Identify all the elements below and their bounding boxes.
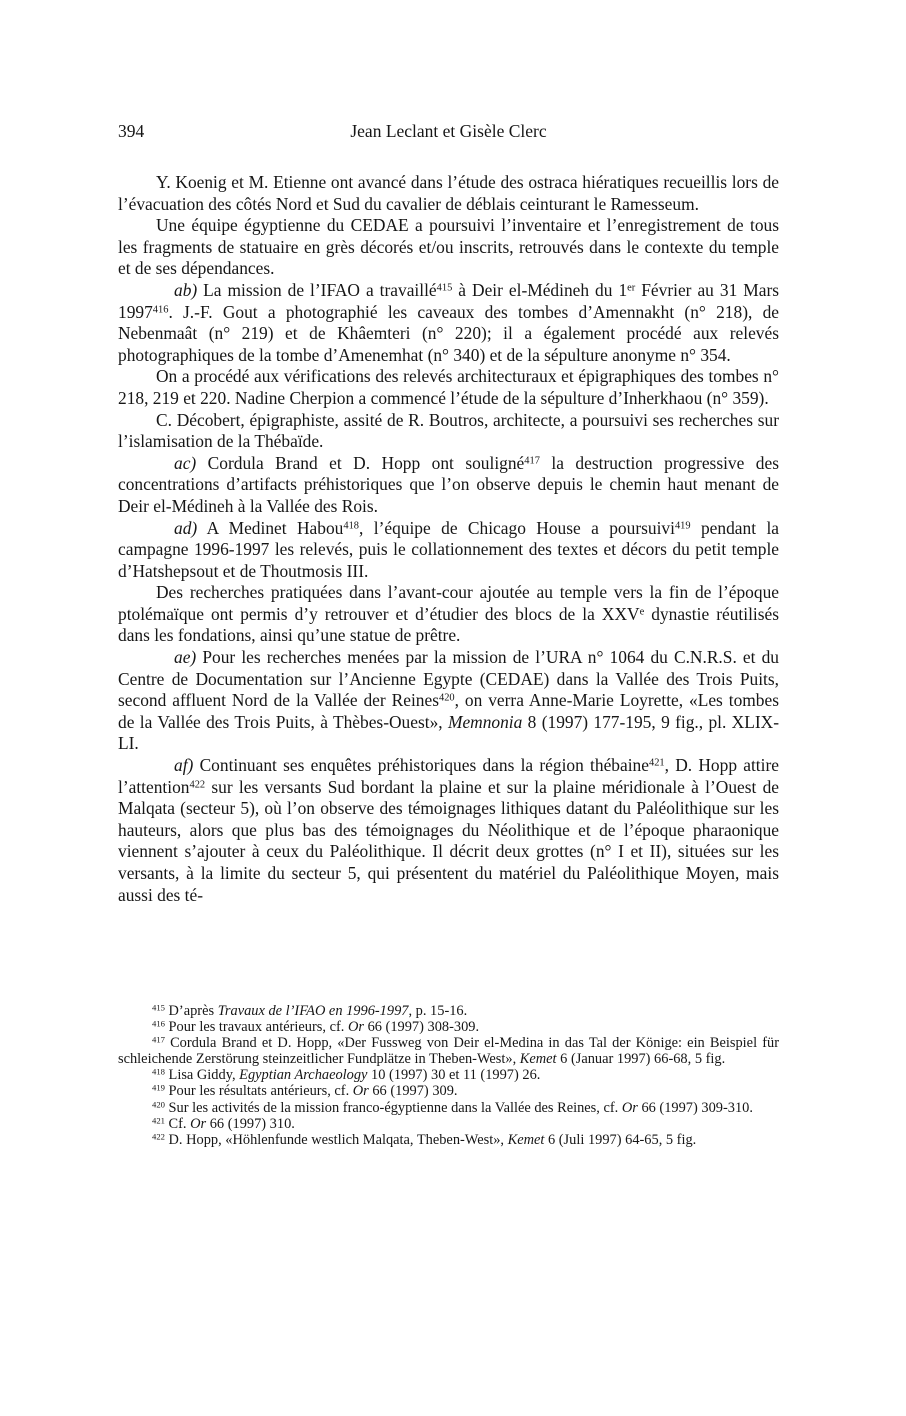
main-text xyxy=(118,172,779,906)
text-run: , l’équipe de Chicago House a poursuivi xyxy=(359,517,675,538)
ordinal-sup: e xyxy=(639,606,645,618)
footnote-422 xyxy=(118,1132,779,1148)
text-run: Pour les travaux antérieurs, cf. xyxy=(164,1019,348,1036)
text-run: A Medinet Habou xyxy=(197,517,344,538)
cited-title: Or xyxy=(347,1019,364,1036)
text-run: , D. Hopp attire l’attention xyxy=(118,755,779,797)
footnote-ref: 420 xyxy=(438,692,455,704)
text-run: Pour les recherches menées par la mission de l’URA n° 1064 du C.N.R.S. et du Centre de Documentation sur l’Ancienne Egypte (CEDAE) dans la Vallée des Trois Puits, second affluent Nord de la Vallée der Reines xyxy=(118,647,779,711)
text-run: La mission de l’IFAO a travaillé xyxy=(197,279,437,300)
text-run: Cordula Brand et D. Hopp, «Der Fussweg von Deir el-Medina in das Tal der Könige: ein Beispiel für schleichende Zerstörung steinzeitlicher Fundplätze in Theben-West», xyxy=(118,1035,779,1068)
footnote-ref: 421 xyxy=(648,757,665,769)
footnote-ref: 416 xyxy=(152,303,169,315)
text-run: , on verra Anne-Marie Loyrette, «Les tombes de la Vallée des Trois Puits, à Thèbes-Ouest», xyxy=(118,690,779,732)
section-mark: ab) xyxy=(174,279,198,300)
text-run: , p. 15-16. xyxy=(408,1003,468,1019)
text-run: Des recherches pratiquées dans l’avant-cour ajoutée au temple vers la fin de l’époque ptolémaïque ont permis d’y retrouver et d’étudier des blocs de la XXV xyxy=(118,582,779,624)
text-run: la destruction progressive des concentrations d’artifacts préhistoriques que l’on observe depuis le chemin haut menant de Deir el-Médineh à la Vallée des Rois. xyxy=(118,452,779,516)
footnote-418 xyxy=(118,1067,779,1083)
footnote-number: 419 xyxy=(152,1082,165,1093)
text-run: 66 (1997) 309. xyxy=(368,1083,458,1100)
paragraph-af xyxy=(118,755,779,906)
footnote-number: 420 xyxy=(152,1098,165,1109)
text-run: Cordula Brand et D. Hopp ont souligné xyxy=(196,452,525,473)
footnotes xyxy=(118,1003,779,1148)
page-number: 394 xyxy=(118,121,145,141)
paragraph-ad xyxy=(118,518,779,583)
section-mark: af) xyxy=(174,755,194,776)
footnote-ref: 419 xyxy=(674,519,691,531)
text-run: 66 (1997) 310. xyxy=(206,1115,295,1132)
cited-title: Or xyxy=(621,1099,638,1116)
footnote-number: 422 xyxy=(152,1131,165,1141)
section-mark: ae) xyxy=(174,647,197,668)
text-run: sur les versants Sud bordant la plaine et sur la plaine méridionale à l’Ouest de Malqata (secteur 5), où l’on observe des témoignages lithiques datant du Paléolithique sur les hauteurs, alors que plus bas des témoignages du Néolithique et de l’époque pharaonique viennent s’ajouter à ceux du Paléolithique. Il décrit deux grottes (n° I et II), situées sur les versants, à la limite du secteur 5, qui présentent du matériel du Paléolithique Moyen, mais aussi des té- xyxy=(118,776,779,905)
paragraph-verifications: On a procédé aux vérifications des relevés architecturaux et épigraphiques des tombes n° 218, 219 et 220. Nadine Cherpion a commencé l’étude de la sépulture d’Inherkhaou (n° 359). xyxy=(118,366,779,408)
footnote-ref: 415 xyxy=(436,282,453,294)
ordinal-sup: er xyxy=(627,282,636,294)
text-run: Lisa Giddy, xyxy=(164,1067,240,1084)
footnote-416 xyxy=(118,1019,779,1035)
text-run: 6 (Juli 1997) 64-65, 5 fig. xyxy=(544,1131,697,1148)
text-run: Février au 31 Mars 1997 xyxy=(118,279,779,322)
footnote-ref: 417 xyxy=(524,454,540,466)
text-run: D. Hopp, «Höhlenfunde westlich Malqata, Theben-West», xyxy=(164,1131,508,1148)
text-run: Pour les résultats antérieurs, cf. xyxy=(164,1083,353,1100)
paragraph-ac xyxy=(118,453,779,518)
footnote-number: 418 xyxy=(152,1066,165,1077)
text-run: 66 (1997) 309-310. xyxy=(637,1099,753,1116)
text-run: 6 (Januar 1997) 66-68, 5 fig. xyxy=(556,1051,726,1068)
footnote-417 xyxy=(118,1035,779,1067)
text-run: 10 (1997) 30 et 11 (1997) 26. xyxy=(367,1067,541,1084)
section-mark: ad) xyxy=(174,517,198,538)
paragraph-koenig: Y. Koenig et M. Etienne ont avancé dans l’étude des ostraca hiératiques recueillis lors de l’évacuation des côtés Nord et Sud du cavalier de déblais ceinturant le Ramesseum. xyxy=(118,172,779,214)
running-header xyxy=(118,121,779,145)
cited-title: Egyptian Archaeology xyxy=(239,1067,368,1084)
text-run: Continuant ses enquêtes préhistoriques dans la région thébaine xyxy=(193,755,649,776)
text-run: 8 (1997) 177-195, 9 fig., pl. XLIX-LI. xyxy=(118,711,779,754)
text-run: . J.-F. Gout a photographié les caveaux des tombes d’Amennakht (n° 218), de Nebenmaât (n° 219) et de Khâemteri (n° 220); il a également procédé aux relevés photographiques de la tombe d’Amenemhat (n° 340) et de la sépulture anonyme n° 354. xyxy=(118,301,779,365)
paragraph-cedae: Une équipe égyptienne du CEDAE a poursuivi l’inventaire et l’enregistrement de tous les fragments de statuaire en grès décorés et/ou inscrits, retrouvés dans le contexte du temple et de ses dépendances. xyxy=(118,215,779,279)
text-run: Cf. xyxy=(164,1115,191,1132)
footnote-number: 415 xyxy=(152,1002,165,1013)
section-mark: ac) xyxy=(174,452,197,473)
text-run: Sur les activités de la mission franco-égyptienne dans la Vallée des Reines, cf. xyxy=(164,1099,622,1116)
text-run: D’après xyxy=(164,1003,218,1019)
footnote-415 xyxy=(118,1003,779,1019)
paragraph-avant-cour xyxy=(118,582,779,647)
footnote-419 xyxy=(118,1083,779,1099)
footnote-ref: 418 xyxy=(343,519,359,531)
text-run: 66 (1997) 308-309. xyxy=(363,1019,480,1036)
footnote-420 xyxy=(118,1100,779,1116)
cited-title: Kemet xyxy=(507,1131,545,1148)
footnote-number: 417 xyxy=(152,1034,165,1045)
text-run: à Deir el-Médineh du 1 xyxy=(452,279,628,300)
text-run: dynastie réutilisés dans les fondations, ainsi qu’une statue de prêtre. xyxy=(118,603,779,646)
cited-title: Kemet xyxy=(519,1051,557,1068)
footnote-ref: 422 xyxy=(189,778,206,790)
journal-title: Memnonia xyxy=(447,711,523,732)
paragraph-ae xyxy=(118,647,779,755)
footnote-number: 421 xyxy=(152,1114,165,1125)
paragraph-decobert: C. Décobert, épigraphiste, assité de R. Boutros, architecte, a poursuivi ses recherches sur l’islamisation de la Thébaïde. xyxy=(118,409,779,452)
cited-title: Travaux de l’IFAO en 1996-1997 xyxy=(217,1003,409,1019)
cited-title: Or xyxy=(352,1083,369,1100)
cited-title: Or xyxy=(190,1115,207,1132)
footnote-421 xyxy=(118,1116,779,1132)
footnote-number: 416 xyxy=(152,1018,165,1029)
running-title: Jean Leclant et Gisèle Clerc xyxy=(350,121,547,141)
text-run: pendant la campagne 1996-1997 les relevés, puis le collationnement des textes et décors du petit temple d’Hatshepsout et de Thoutmosis III. xyxy=(118,517,779,581)
paragraph-ab xyxy=(118,280,779,366)
